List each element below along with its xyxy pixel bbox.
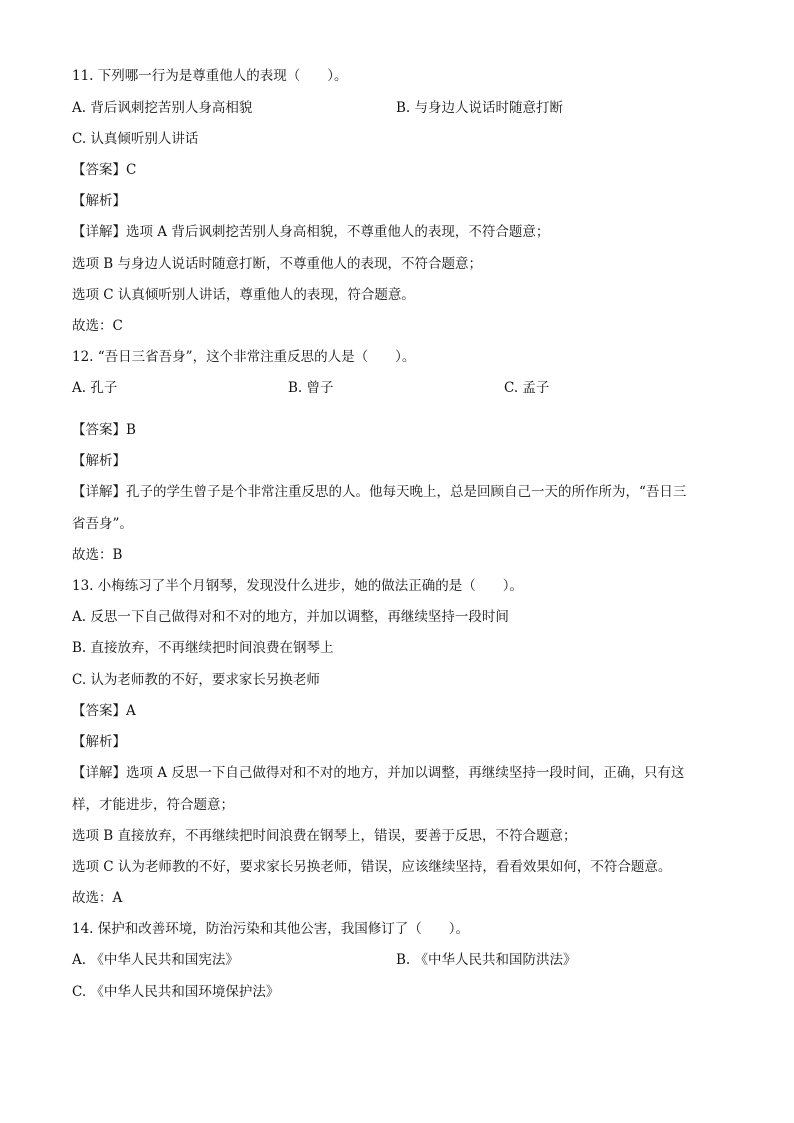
q13-option-c: C. 认为老师教的不好，要求家长另换老师 <box>72 672 320 688</box>
q14-option-a: A. 《中华人民共和国宪法》 <box>72 952 239 968</box>
q12-detail-1: 【详解】孔子的学生曾子是个非常注重反思的人。他每天晚上，总是回顾自己一天的所作所为，“吾日三 <box>72 484 687 500</box>
q11-detail-2: 选项 B 与身边人说话时随意打断，不尊重他人的表现，不符合题意； <box>72 256 483 272</box>
q11-selection: 故选：C <box>72 318 123 334</box>
q12-selection: 故选：B <box>72 547 123 563</box>
q12-option-c: C. 孟子 <box>504 380 550 396</box>
q11-detail-3: 选项 C 认真倾听别人讲话，尊重他人的表现，符合题意。 <box>72 287 415 303</box>
q11-option-a: A. 背后讽刺挖苦别人身高相貌 <box>72 100 253 116</box>
q13-analysis-label: 【解析】 <box>72 734 126 750</box>
q12-detail-2: 省吾身”。 <box>72 516 133 532</box>
q12-analysis-label: 【解析】 <box>72 453 126 469</box>
q12-answer: 【答案】B <box>72 422 136 438</box>
q11-detail-1: 【详解】选项 A 背后讽刺挖苦别人身高相貌，不尊重他人的表现，不符合题意； <box>72 224 550 240</box>
q14-stem: 14. 保护和改善环境，防治污染和其他公害，我国修订了（ ）。 <box>72 921 470 937</box>
q12-option-a: A. 孔子 <box>72 380 118 396</box>
q13-option-b: B. 直接放弃，不再继续把时间浪费在钢琴上 <box>72 640 334 656</box>
q11-option-c: C. 认真倾听别人讲话 <box>72 131 199 147</box>
q12-option-b: B. 曾子 <box>288 380 334 396</box>
q13-stem: 13. 小梅练习了半个月钢琴，发现没什么进步，她的做法正确的是（ ）。 <box>72 578 524 594</box>
q13-detail-3: 选项 B 直接放弃，不再继续把时间浪费在钢琴上，错误，要善于反思，不符合题意； <box>72 828 577 844</box>
q13-selection: 故选：A <box>72 890 123 906</box>
q13-answer: 【答案】A <box>72 703 136 719</box>
q13-option-a: A. 反思一下自己做得对和不对的地方，并加以调整，再继续坚持一段时间 <box>72 609 509 625</box>
q13-detail-2: 样，才能进步，符合题意； <box>72 797 234 813</box>
q14-option-c: C. 《中华人民共和国环境保护法》 <box>72 984 280 1000</box>
q11-stem: 11. 下列哪一行为是尊重他人的表现（ ）。 <box>72 68 348 84</box>
q11-option-b: B. 与身边人说话时随意打断 <box>396 100 564 116</box>
q13-detail-4: 选项 C 认为老师教的不好，要求家长另换老师，错误，应该继续坚持，看看效果如何，不符合题意。 <box>72 859 672 875</box>
q13-detail-1: 【详解】选项 A 反思一下自己做得对和不对的地方，并加以调整，再继续坚持一段时间，正确，只有这 <box>72 765 685 781</box>
q11-analysis-label: 【解析】 <box>72 193 126 209</box>
q11-answer: 【答案】C <box>72 162 137 178</box>
q12-stem: 12. “吾日三省吾身”，这个非常注重反思的人是（ ）。 <box>72 349 416 365</box>
q14-option-b: B. 《中华人民共和国防洪法》 <box>396 952 577 968</box>
